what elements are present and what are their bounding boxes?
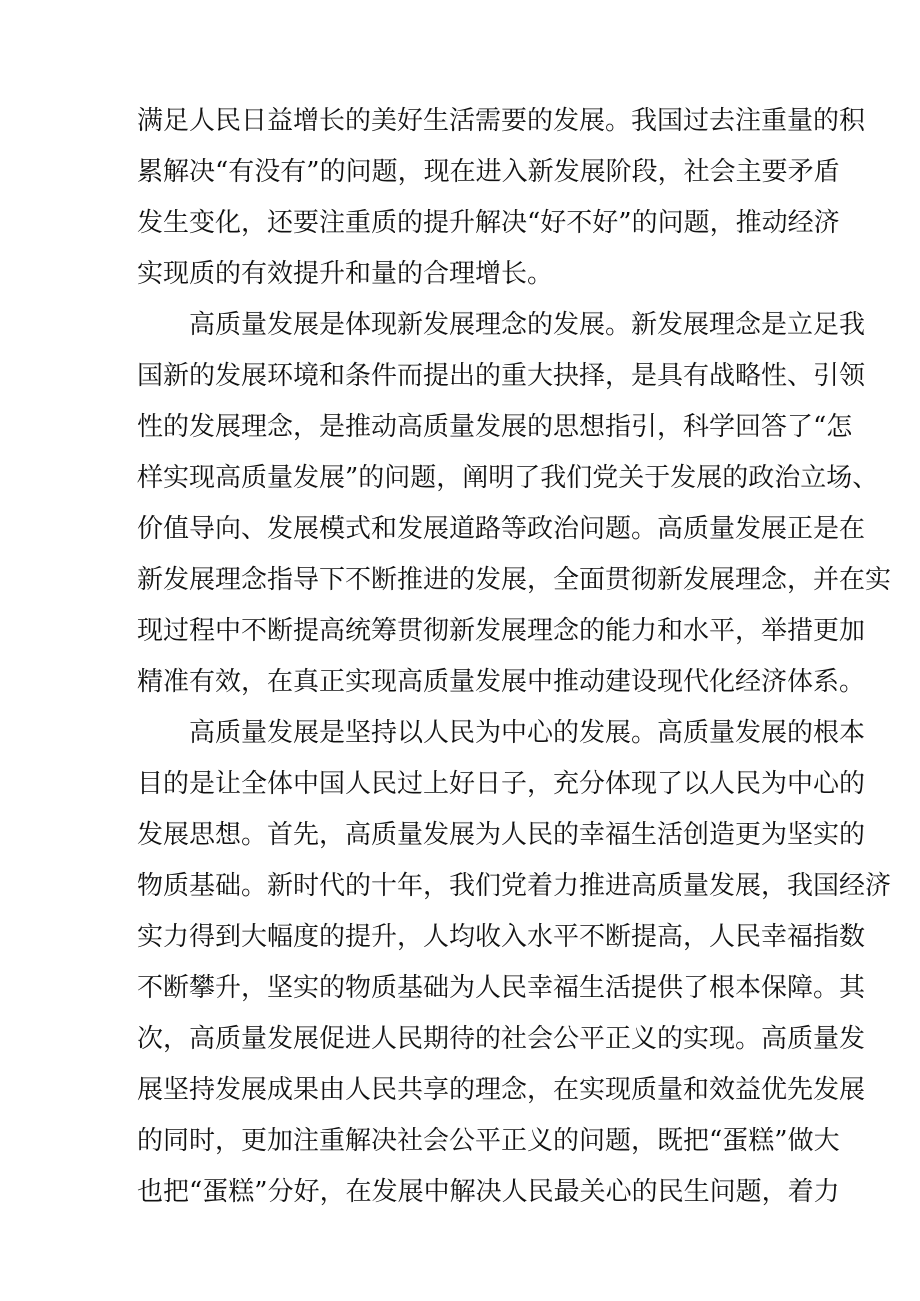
paragraph-line: 性的发展理念，是推动高质量发展的思想指引，科学回答了“怎 xyxy=(137,412,853,442)
paragraph-line: 满足人民日益增长的美好生活需要的发展。我国过去注重量的积 xyxy=(137,106,866,136)
paragraph-line: 精准有效，在真正实现高质量发展中推动建设现代化经济体系。 xyxy=(137,667,866,697)
paragraph-line: 国新的发展环境和条件而提出的重大抉择，是具有战略性、引领 xyxy=(137,361,866,391)
paragraph-line: 价值导向、发展模式和发展道路等政治问题。高质量发展正是在 xyxy=(137,514,866,544)
paragraph-line: 物质基础。新时代的十年，我们党着力推进高质量发展，我国经济 xyxy=(137,871,892,901)
paragraph-line: 不断攀升，坚实的物质基础为人民幸福生活提供了根本保障。其 xyxy=(137,973,866,1003)
paragraph-line: 实力得到大幅度的提升，人均收入水平不断提高，人民幸福指数 xyxy=(137,922,866,952)
paragraph-line: 现过程中不断提高统筹贯彻新发展理念的能力和水平，举措更加 xyxy=(137,616,866,646)
paragraph-line: 累解决“有没有”的问题，现在进入新发展阶段，社会主要矛盾 xyxy=(137,157,840,187)
paragraph-line: 展坚持发展成果由人民共享的理念，在实现质量和效益优先发展 xyxy=(137,1075,866,1105)
paragraph-line: 实现质的有效提升和量的合理增长。 xyxy=(137,259,554,289)
paragraph-line: 次，高质量发展促进人民期待的社会公平正义的实现。高质量发 xyxy=(137,1024,866,1054)
paragraph-line: 也把“蛋糕”分好，在发展中解决人民最关心的民生问题，着力 xyxy=(137,1177,840,1207)
paragraph-line: 样实现高质量发展”的问题，阐明了我们党关于发展的政治立场、 xyxy=(137,463,879,493)
paragraph-line: 高质量发展是坚持以人民为中心的发展。高质量发展的根本 xyxy=(189,718,866,748)
paragraph-line: 的同时，更加注重解决社会公平正义的问题，既把“蛋糕”做大 xyxy=(137,1126,840,1156)
paragraph-line: 发生变化，还要注重质的提升解决“好不好”的问题，推动经济 xyxy=(137,208,840,238)
paragraph-line: 高质量发展是体现新发展理念的发展。新发展理念是立足我 xyxy=(189,310,866,340)
paragraph-line: 目的是让全体中国人民过上好日子，充分体现了以人民为中心的 xyxy=(137,769,866,799)
document-page xyxy=(137,96,892,1218)
paragraph-line: 发展思想。首先，高质量发展为人民的幸福生活创造更为坚实的 xyxy=(137,820,866,850)
paragraph-line: 新发展理念指导下不断推进的发展，全面贯彻新发展理念，并在实 xyxy=(137,565,892,595)
